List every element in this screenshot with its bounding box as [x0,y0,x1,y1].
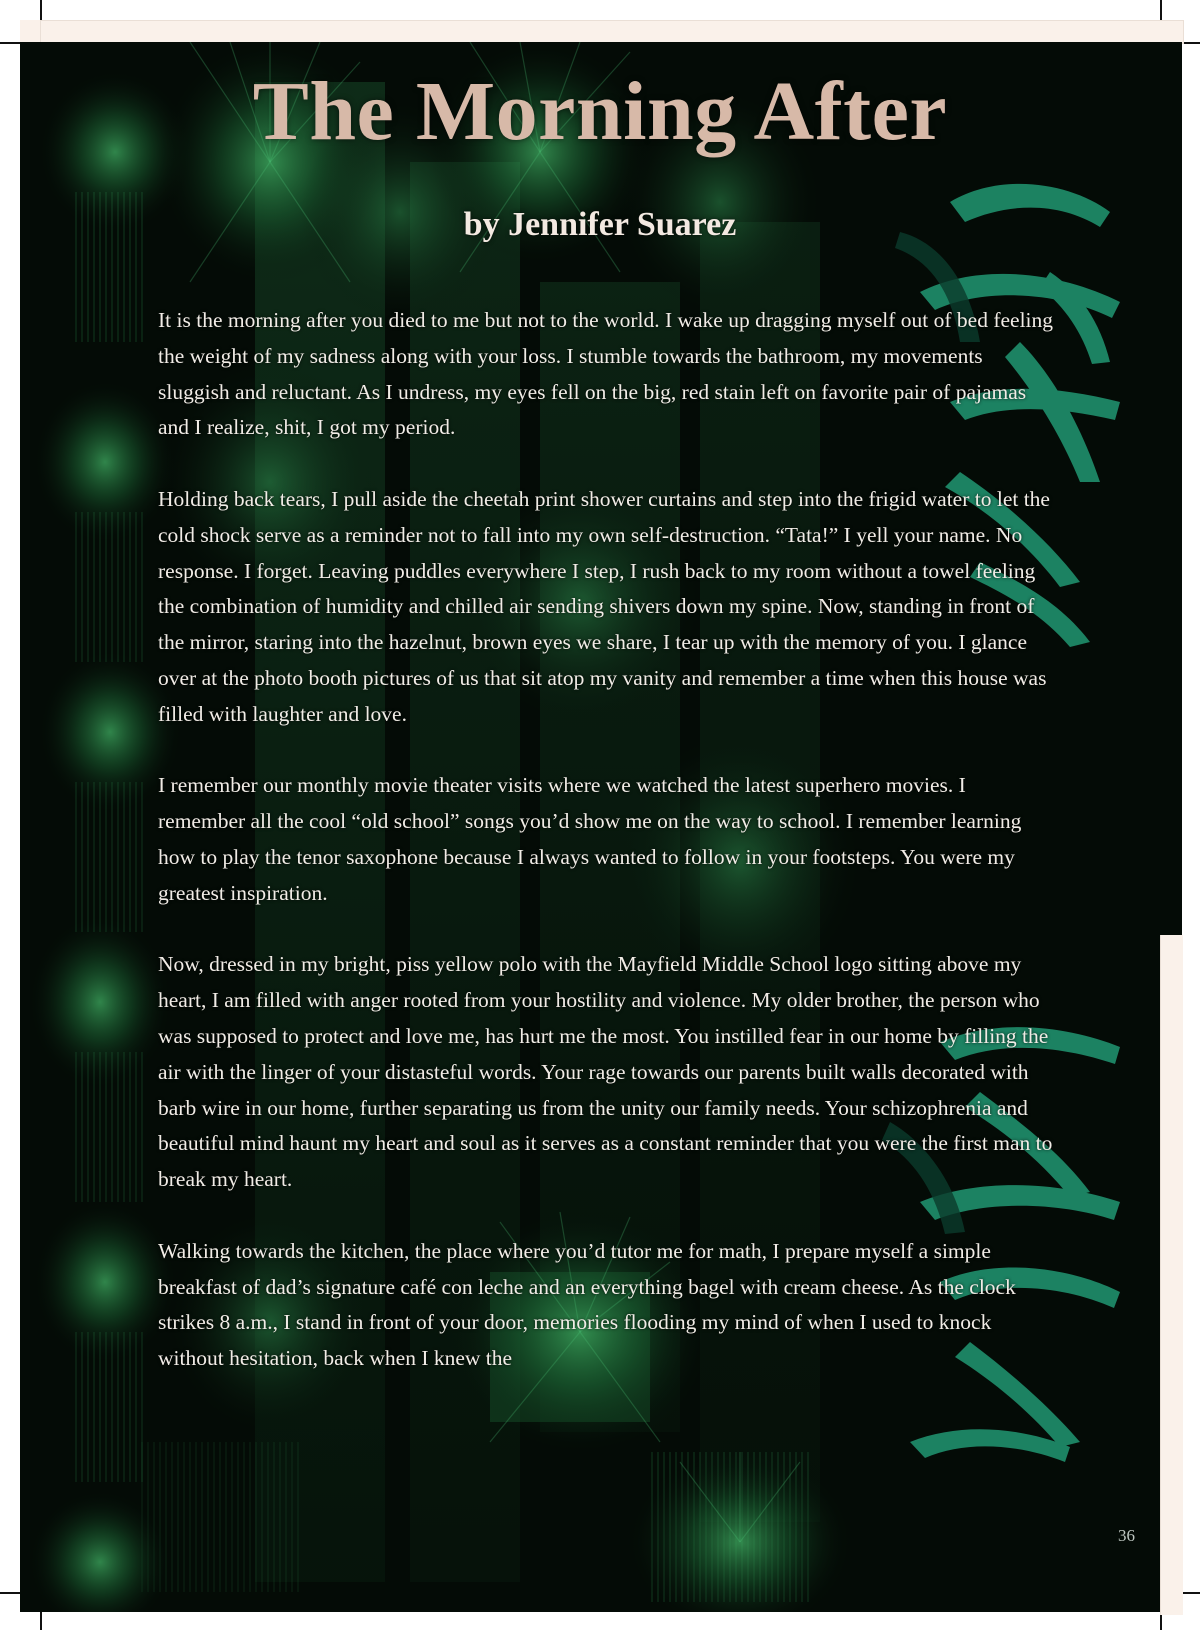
article-paragraph: It is the morning after you died to me but not to the world. I wake up dragging myself out of bed feeling the weight of my sadness along with your loss. I stumble towards the bathroom, my movements sluggish and reluctant. As I undress, my eyes fell on the big, red stain left on favorite pair of pajamas and I realize, shit, I got my period. [158,308,1054,440]
crop-mark [1182,1592,1200,1594]
crop-mark [0,1592,20,1594]
article-body [158,303,1058,1413]
paper-border-right [1160,935,1183,1615]
crop-mark [1160,0,1162,20]
article-title: The Morning After [252,65,948,158]
article-paragraph: Walking towards the kitchen, the place where you’d tutor me for math, I prepare myself a simple breakfast of dad’s signature café con leche and an everything bagel with cream cheese. As the clock strikes 8 a.m., I stand in front of your door, memories flooding my mind of when I used to knock without hesitation, back when I knew the [158,1238,1016,1371]
page-number: 36 [1118,1526,1135,1545]
crop-mark [1182,42,1200,44]
article-paragraph: Holding back tears, I pull aside the cheetah print shower curtains and step into the frigid water to let the cold shock serve as a reminder not to fall into my own self-destruction. “Tata!” I yell your name. No response. I forget. Leaving puddles everywhere I step, I rush back to my room without a towel feeling the combination of humidity and chilled air sending shivers down my spine. Now, standing in front of the mirror, staring into the hazelnut, brown eyes we share, I tear up with the memory of you. I glance over at the photo booth pictures of us that sit atop my vanity and remember a time when this house was filled with laughter and love. [158,486,1050,726]
crop-mark [40,1612,42,1630]
article-byline: by Jennifer Suarez [463,206,737,243]
article-paragraph: I remember our monthly movie theater visits where we watched the latest superhero movies. I remember all the cool “old school” songs you’d show me on the way to school. I remember learning how to play the tenor saxophone because I always wanted to follow in your footsteps. You were my greatest inspiration. [158,773,1022,905]
crop-mark [0,42,20,44]
crop-mark [40,0,42,20]
paper-border-top [20,20,1184,44]
article-paragraph: Now, dressed in my bright, piss yellow polo with the Mayfield Middle School logo sitting above my heart, I am filled with anger rooted from your hostility and violence. My older brother, the person who was supposed to protect and love me, has hurt me the most. You instilled fear in our home by filling the air with the linger of your distasteful words. Your rage towards our parents built walls decorated with barb wire in our home, further separating us from the unity our family needs. Your schizophrenia and beautiful mind haunt my heart and soul as it serves as a constant reminder that you were the first man to break my heart. [158,952,1053,1192]
